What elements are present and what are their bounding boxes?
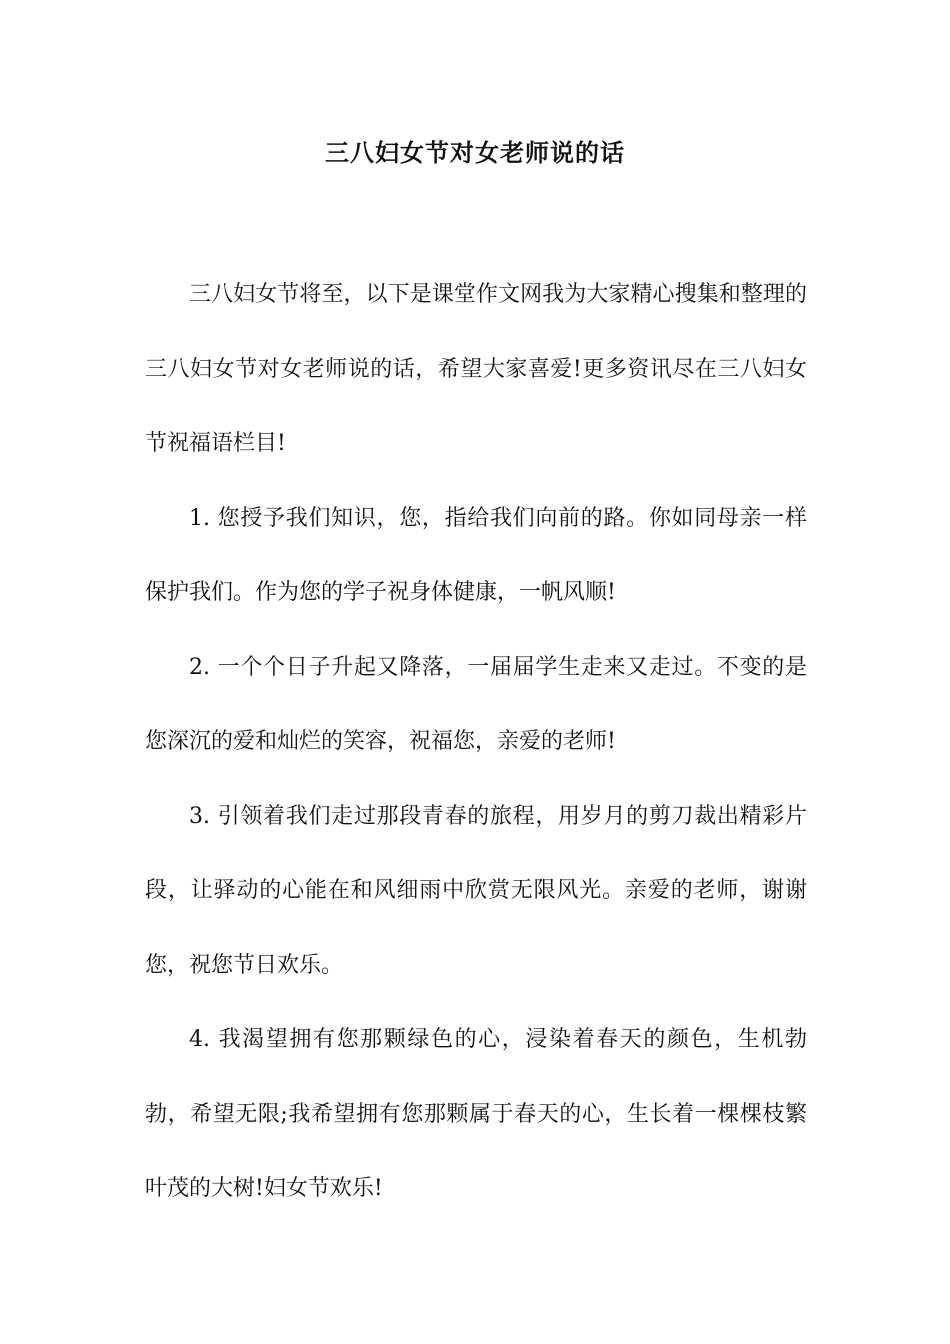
document-title: 三八妇女节对女老师说的话 [325,139,625,167]
paragraph-item-1: 1. 您授予我们知识，您，指给我们向前的路。你如同母亲一样保护我们。作为您的学子祝身体健康，一帆风顺! [145,505,807,605]
document-body [145,258,807,1227]
paragraph-item-2: 2. 一个个日子升起又降落，一届届学生走来又走过。不变的是您深沉的爱和灿烂的笑容，祝福您，亲爱的老师! [145,654,807,754]
paragraph-intro: 三八妇女节将至，以下是课堂作文网我为大家精心搜集和整理的三八妇女节对女老师说的话，希望大家喜爱!更多资讯尽在三八妇女节祝福语栏目! [145,282,807,456]
paragraph-item-4: 4. 我渴望拥有您那颗绿色的心，浸染着春天的颜色，生机勃勃，希望无限;我希望拥有您那颗属于春天的心，生长着一棵棵枝繁叶茂的大树!妇女节欢乐! [145,1027,807,1201]
paragraph-item-3: 3. 引领着我们走过那段青春的旅程，用岁月的剪刀裁出精彩片段，让驿动的心能在和风细雨中欣赏无限风光。亲爱的老师，谢谢您，祝您节日欢乐。 [145,803,807,978]
